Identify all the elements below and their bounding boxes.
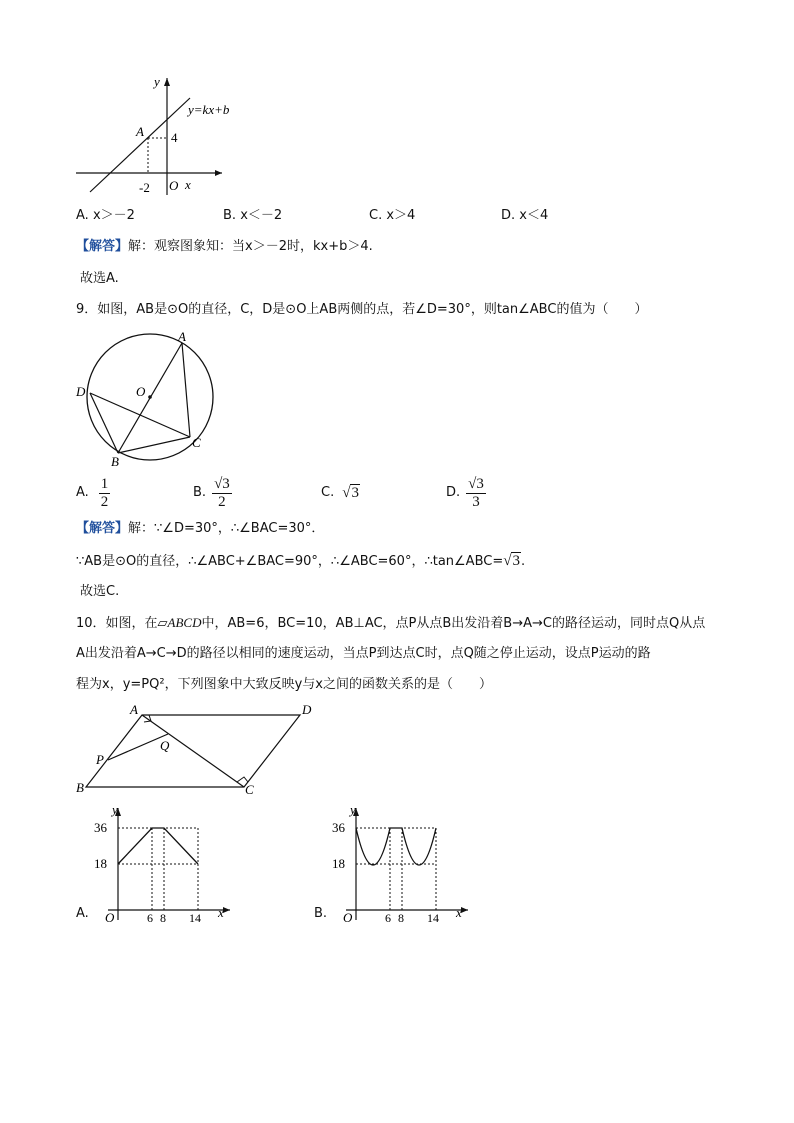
q8-option-a: A. x＞－2 [76, 208, 135, 223]
q10-graph-b [326, 802, 476, 924]
tick-6: 6 [385, 911, 391, 924]
q9-option-a: A. $\frac{1}{2}$ [76, 475, 109, 510]
q8-option-c: C. x＞4 [369, 208, 416, 223]
tick-8: 8 [160, 911, 166, 924]
q10-stem-line1: 10．如图，在▱ABCD中，AB=6，BC=10，AB⊥AC，点P从点B出发沿着B→A→C的路径运动，同时点Q从点 [76, 615, 706, 631]
q10-option-b-letter: B. [314, 906, 328, 921]
q9-figure [70, 325, 220, 470]
y-axis-label: y [154, 74, 160, 89]
y-value-label: 4 [171, 130, 178, 145]
q10-stem-line3: 程为x，y=PQ²，下列图象中大致反映y与x之间的函数关系的是（ ） [76, 677, 492, 692]
answer-tag: 【解答】 [76, 239, 129, 254]
q8-figure [70, 70, 250, 200]
label-b: B [111, 454, 119, 469]
point-a-label: A [136, 124, 144, 139]
tick-6: 6 [147, 911, 153, 924]
q9-stem: 9．如图，AB是⊙O的直径，C，D是⊙O上AB两侧的点，若∠D=30°，则tan∠ABC的值为（ ） [76, 302, 648, 317]
q10-figure [72, 700, 322, 800]
x-value-label: -2 [139, 180, 150, 195]
q9-answer-line1: 【解答】解：∵∠D=30°，∴∠BAC=30°． [76, 521, 325, 536]
tick-14: 14 [427, 911, 439, 924]
tick-36: 36 [332, 820, 345, 835]
q9-conclusion: 故选C. [80, 584, 120, 599]
label-b: B [76, 780, 84, 795]
origin-label: O [343, 910, 353, 924]
x-axis-label: x [185, 177, 191, 192]
q9-answer-line2: ∵AB是⊙O的直径，∴∠ABC+∠BAC=90°，∴∠ABC=60°，∴tan∠ABC=√3. [76, 553, 526, 569]
graph-a-curve [118, 828, 198, 864]
x-axis-label: x [218, 905, 224, 920]
label-o: O [136, 384, 146, 399]
q8-option-b: B. x＜－2 [223, 208, 283, 223]
q9-option-c: C. √3 [321, 485, 359, 501]
y-axis-label: y [350, 802, 356, 817]
tick-36: 36 [94, 820, 107, 835]
label-a: A [178, 329, 186, 344]
q8-option-d: D. x＜4 [501, 208, 549, 223]
x-axis-label: x [456, 905, 462, 920]
label-p: P [96, 752, 104, 767]
origin-label: O [169, 178, 179, 193]
q10-stem-line2: A出发沿着A→C→D的路径以相同的速度运动，当点P到达点C时，点Q随之停止运动，设点P运动的路 [76, 646, 651, 661]
q10-graph-a [88, 802, 238, 924]
tick-14: 14 [189, 911, 201, 924]
label-c: C [192, 435, 201, 450]
y-axis-label: y [112, 802, 118, 817]
label-a: A [130, 702, 138, 717]
q9-option-d: D. $\frac{√3}{3}$ [446, 475, 484, 510]
answer-tag: 【解答】 [76, 521, 129, 536]
q10-option-a-letter: A. [76, 906, 89, 921]
tick-18: 18 [332, 856, 345, 871]
q8-conclusion: 故选A. [80, 271, 119, 286]
label-d: D [302, 702, 312, 717]
q8-answer: 【解答】解：观察图象知：当x＞－2时，kx+b＞4. [76, 239, 373, 254]
label-c: C [245, 782, 254, 797]
origin-label: O [105, 910, 115, 924]
label-d: D [76, 384, 86, 399]
tick-18: 18 [94, 856, 107, 871]
q9-option-b: B. $\frac{√3}{2}$ [193, 475, 230, 510]
graph-b-curve [356, 828, 436, 865]
line-label: y=kx+b [188, 102, 230, 117]
tick-8: 8 [398, 911, 404, 924]
label-q: Q [160, 738, 170, 753]
